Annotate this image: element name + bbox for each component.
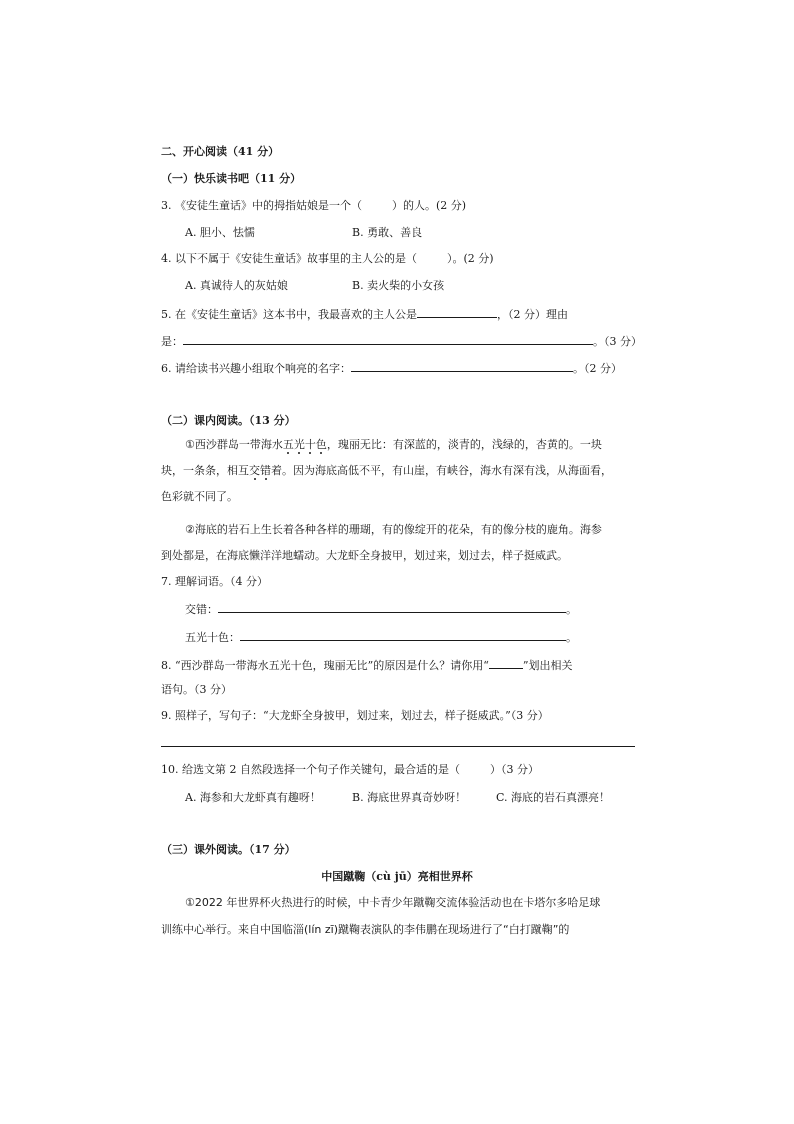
passage-p1-line3: 色彩就不同了。	[161, 490, 238, 503]
question-9: 9. 照样子，写句子：“大龙虾全身披甲，划过来，划过去，样子挺威武。”（3 分）	[161, 709, 549, 722]
question-10-option-c[interactable]: C. 海底的岩石真漂亮！	[496, 791, 611, 804]
answer-blank[interactable]	[218, 600, 566, 613]
article-p1-line1: ①2022 年世界杯火热进行的时候，中卡青少年蹴鞠交流体验活动也在卡塔尔多哈足球	[185, 896, 601, 909]
question-7-word2: 五光十色： 。	[185, 628, 577, 646]
section-title: 二、开心阅读（41 分）	[161, 145, 280, 158]
question-3-option-b[interactable]: B. 勇敢、善良	[352, 226, 423, 239]
part2-title: （二）课内阅读。（13 分）	[161, 414, 296, 427]
part1-title: （一）快乐读书吧（11 分）	[161, 172, 302, 185]
question-9-answer-line[interactable]	[161, 746, 635, 747]
article-p1-line2: 训练中心举行。来自中国临淄(lín zī)蹴鞠表演队的李伟鹏在现场进行了“白打蹴鞠”的	[161, 923, 570, 936]
question-7-word1: 交错： 。	[185, 600, 577, 618]
answer-blank[interactable]	[417, 305, 497, 318]
question-8: 8. “西沙群岛一带海水五光十色，瑰丽无比”的原因是什么？请你用“ ”划出相关	[161, 656, 573, 674]
article-title: 中国蹴鞠（cù jū）亮相世界杯	[321, 870, 473, 883]
question-4: 4. 以下不属于《安徒生童话》故事里的主人公的是（ ）。(2 分)	[161, 252, 494, 265]
underline-sample	[489, 656, 523, 669]
part3-title: （三）课外阅读。（17 分）	[161, 843, 296, 856]
question-7: 7. 理解词语。（4 分）	[161, 575, 268, 588]
question-6: 6. 请给读书兴趣小组取个响亮的名字： 。（2 分）	[161, 359, 622, 377]
passage-p2-line2: 到处都是，在海底懒洋洋地蠕动。大龙虾全身披甲，划过来，划过去，样子挺威武。	[161, 549, 568, 562]
question-3: 3. 《安徒生童话》中的拇指姑娘是一个（ ）的人。(2 分)	[161, 199, 467, 212]
question-10-option-a[interactable]: A. 海参和大龙虾真有趣呀！	[185, 791, 321, 804]
passage-p1-line1: ①西沙群岛一带海水五光十色，瑰丽无比：有深蓝的，淡青的，浅绿的，杏黄的。一块	[185, 438, 602, 451]
question-4-option-a[interactable]: A. 真诚待人的灰姑娘	[185, 279, 288, 292]
question-3-option-a[interactable]: A. 胆小、怯懦	[185, 226, 255, 239]
passage-p2-line1: ②海底的岩石上生长着各种各样的珊瑚，有的像绽开的花朵，有的像分枝的鹿角。海参	[185, 523, 602, 536]
question-4-option-b[interactable]: B. 卖火柴的小女孩	[352, 279, 445, 292]
passage-p1-line2: 块，一条条，相互交错着。因为海底高低不平，有山崖，有峡谷，海水有深有浅，从海面看，	[161, 464, 612, 477]
question-5: 5. 在《安徒生童话》这本书中，我最喜欢的主人公是 ，（2 分）理由	[161, 305, 568, 323]
question-5-reason: 是： 。（3 分）	[161, 332, 642, 350]
answer-blank[interactable]	[240, 628, 566, 641]
question-10: 10. 给选文第 2 自然段选择一个句子作关键句，最合适的是（ ）（3 分）	[161, 763, 539, 776]
question-8-cont: 语句。（3 分）	[161, 683, 232, 696]
answer-blank[interactable]	[351, 359, 573, 372]
question-10-option-b[interactable]: B. 海底世界真奇妙呀！	[352, 791, 467, 804]
answer-blank[interactable]	[183, 332, 593, 345]
